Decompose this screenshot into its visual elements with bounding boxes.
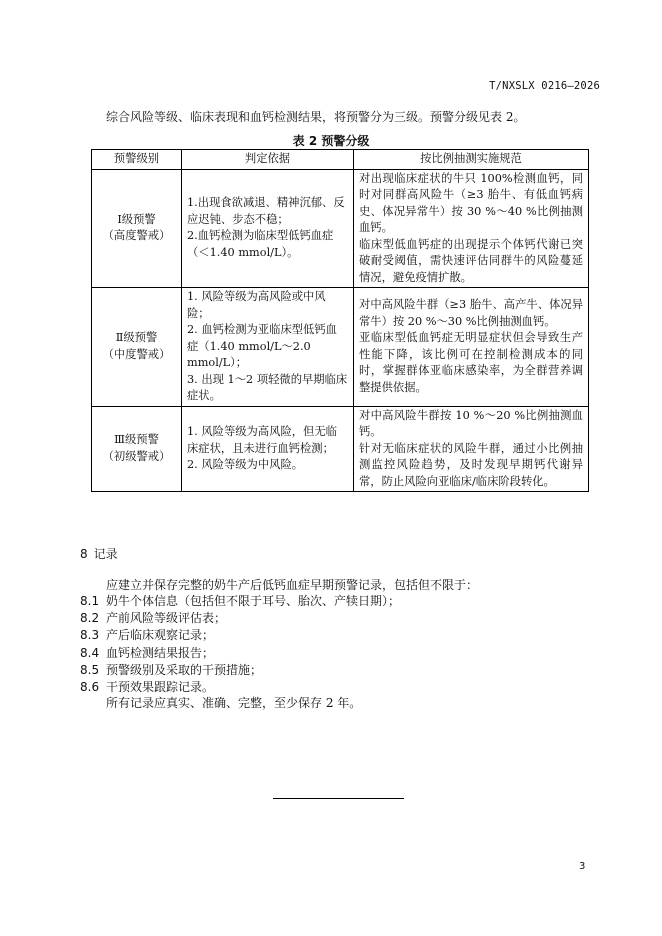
impl-cell bbox=[354, 288, 589, 407]
header-basis: 判定依据 bbox=[182, 150, 354, 170]
table-title: 表 2 预警分级 bbox=[292, 134, 370, 148]
impl-paragraph: 对出现临床症状的牛只 100%检测血钙，同时对同群高风险牛（≥3 胎牛、有低血钙病史、体况异常牛）按 30 %～40 %比例抽测血钙。 bbox=[359, 171, 583, 234]
records-closing: 所有记录应真实、准确、完整，至少保存 2 年。 bbox=[106, 696, 362, 710]
intro-paragraph: 综合风险等级、临床表现和血钙检测结果，将预警分为三级。预警分级见表 2。 bbox=[106, 110, 526, 124]
header-impl: 按比例抽测实施规范 bbox=[354, 150, 589, 170]
level-desc: （初级警戒） bbox=[102, 449, 171, 463]
item-text: 产前风险等级评估表； bbox=[106, 611, 227, 626]
basis-item: 1. 风险等级为高风险，但无临床症状，且未进行血钙检测； bbox=[187, 425, 337, 455]
basis-cell bbox=[182, 288, 354, 407]
list-item bbox=[80, 593, 400, 610]
level-name: Ⅲ级预警 bbox=[114, 433, 159, 447]
item-text: 奶牛个体信息（包括但不限于耳号、胎次、产犊日期）； bbox=[106, 594, 401, 608]
list-item bbox=[80, 627, 400, 644]
header-level: 预警级别 bbox=[92, 150, 182, 170]
item-text: 干预效果跟踪记录。 bbox=[106, 680, 215, 695]
item-number: 8.5 bbox=[80, 662, 100, 677]
item-number: 8.4 bbox=[80, 645, 100, 660]
level-desc: （中度警戒） bbox=[102, 347, 171, 361]
impl-paragraph: 对中高风险牛群（≥3 胎牛、高产牛、体况异常牛）按 20 %～30 %比例抽测血钙。 bbox=[359, 298, 583, 328]
basis-cell bbox=[182, 406, 354, 492]
impl-cell bbox=[354, 169, 589, 288]
table-row bbox=[92, 406, 589, 492]
section-number: 8 bbox=[80, 547, 88, 561]
impl-paragraph: 针对无临床症状的风险牛群，通过小比例抽测监控风险趋势，及时发现早期钙代谢异常，防止风险向亚临床/临床阶段转化。 bbox=[359, 441, 583, 488]
records-intro: 应建立并保存完整的奶牛产后低钙血症早期预警记录，包括但不限于： bbox=[106, 578, 479, 592]
item-text: 预警级别及采取的干预措施； bbox=[106, 662, 263, 677]
page-number: 3 bbox=[579, 861, 586, 872]
list-item bbox=[80, 610, 400, 627]
basis-item: 1. 风险等级为高风险或中风险； bbox=[187, 290, 326, 320]
section-title: 记录 bbox=[93, 547, 118, 561]
level-desc: （高度警戒） bbox=[102, 229, 171, 243]
level-cell bbox=[92, 169, 182, 288]
records-list bbox=[80, 593, 400, 696]
level-name: Ⅱ级预警 bbox=[115, 331, 158, 345]
standard-code: T/NXSLX 0216—2026 bbox=[489, 80, 600, 92]
item-number: 8.3 bbox=[80, 628, 100, 643]
basis-item: 2. 血钙检测为亚临床型低钙血症（1.40 mmol/L～2.0 mmol/L）； bbox=[187, 323, 337, 369]
impl-paragraph: 亚临床型低血钙症无明显症状但会导致生产性能下降，该比例可在控制检测成本的同时，掌握群体亚临床感染率，为全群营养调整提供依据。 bbox=[359, 331, 583, 394]
impl-paragraph: 临床型低血钙症的出现提示个体钙代谢已突破耐受阈值，需快速评估同群牛的风险蔓延情况，避免疫情扩散。 bbox=[359, 237, 583, 284]
section-heading bbox=[80, 545, 124, 562]
basis-item: 2.血钙检测为临床型低钙血症（＜1.40 mmol/L）。 bbox=[187, 229, 334, 259]
level-cell bbox=[92, 406, 182, 492]
impl-cell bbox=[354, 406, 589, 492]
item-text: 血钙检测结果报告； bbox=[106, 645, 215, 660]
list-item bbox=[80, 662, 400, 679]
table-header-row bbox=[92, 150, 589, 170]
table-row bbox=[92, 288, 589, 407]
basis-item: 1.出现食欲减退、精神沉郁、反应迟钝、步态不稳； bbox=[187, 196, 345, 226]
list-item bbox=[80, 645, 400, 662]
item-number: 8.2 bbox=[80, 611, 100, 626]
warning-grade-table bbox=[91, 149, 589, 492]
basis-cell bbox=[182, 169, 354, 288]
level-cell bbox=[92, 288, 182, 407]
level-name: Ⅰ级预警 bbox=[117, 212, 156, 226]
basis-item: 3. 出现 1～2 项轻微的早期临床症状。 bbox=[187, 372, 348, 402]
item-text: 产后临床观察记录； bbox=[106, 628, 215, 643]
impl-paragraph: 对中高风险牛群按 10 %～20 %比例抽测血钙。 bbox=[359, 408, 583, 438]
item-number: 8.6 bbox=[80, 680, 100, 695]
table-row bbox=[92, 169, 589, 288]
item-number: 8.1 bbox=[80, 594, 100, 608]
basis-item: 2. 风险等级为中风险。 bbox=[187, 458, 304, 471]
end-rule bbox=[273, 798, 404, 799]
